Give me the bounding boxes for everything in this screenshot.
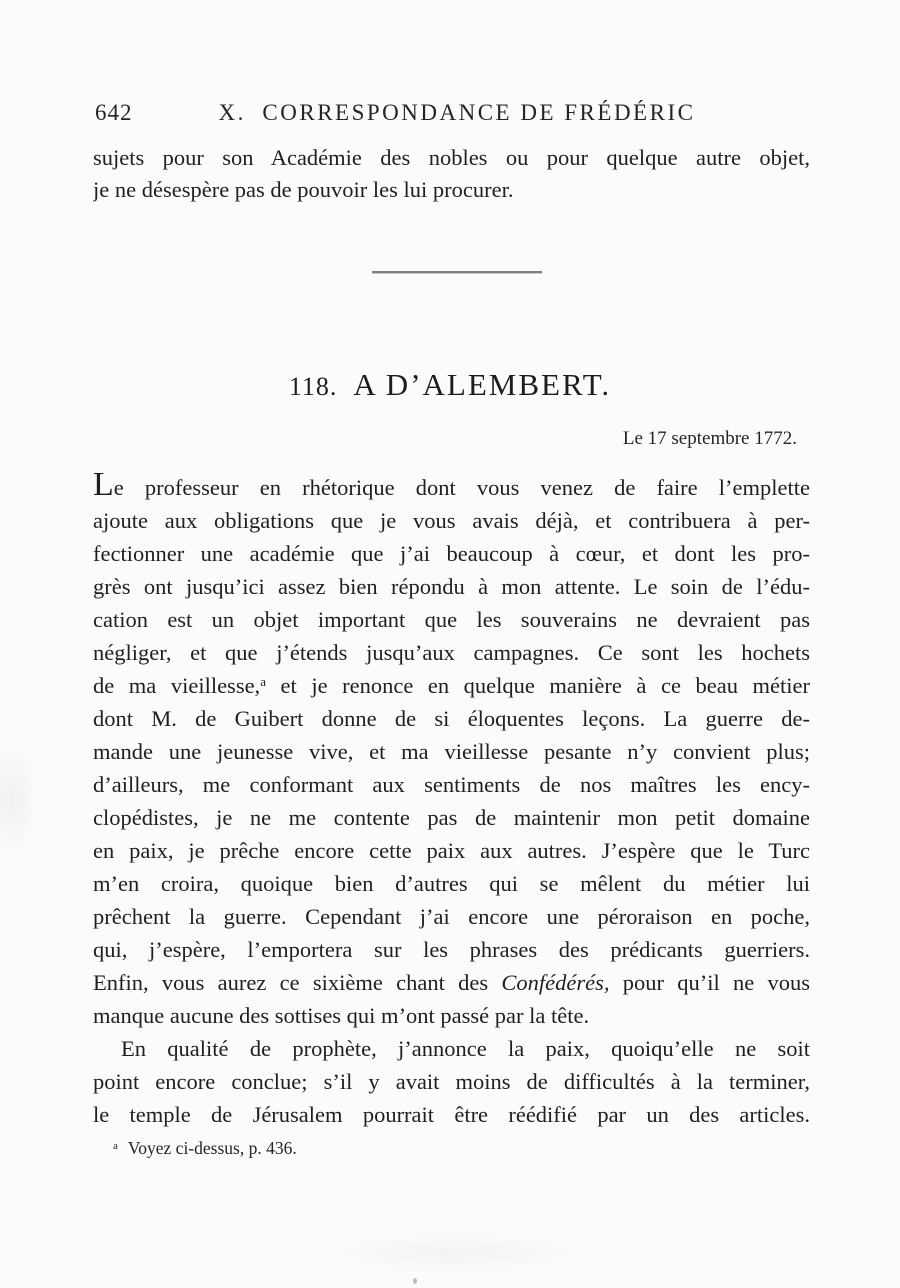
text-line: mande une jeunesse vive, et ma vieillesse pesante n’y convient plus; xyxy=(93,739,810,764)
drop-initial: L xyxy=(93,471,114,503)
text-line: en paix, je prêche encore cette paix aux autres. J’espère que le Turc xyxy=(93,838,810,863)
text-line xyxy=(93,471,810,504)
text-line: prêchent la guerre. Cependant j’ai encore une péroraison en poche, xyxy=(93,904,810,929)
running-head xyxy=(0,100,900,128)
text-fragment: et je renonce en quelque manière à ce beau métier xyxy=(265,673,810,698)
text-line: manque aucune des sottises qui m’ont passé par la tête. xyxy=(93,1003,590,1028)
footnote-reference: a xyxy=(260,674,266,689)
page-number: 642 xyxy=(95,100,133,125)
text-line: négliger, et que j’étends jusqu’aux campagnes. Ce sont les hochets xyxy=(93,640,810,665)
letter-number: 118. xyxy=(288,372,338,401)
text-fragment: e professeur en rhétorique dont vous venez de faire l’emplette xyxy=(113,475,810,500)
footnote xyxy=(93,1138,810,1159)
text-fragment: Enfin, vous aurez ce sixième chant des xyxy=(93,970,502,995)
text-line: fectionner une académie que j’ai beaucoup à cœur, et dont les pro- xyxy=(93,541,810,566)
running-header-title: X. CORRESPONDANCE DE FRÉDÉRIC xyxy=(218,100,696,125)
text-line: dont M. de Guibert donne de si éloquentes leçons. La guerre de- xyxy=(93,706,810,731)
text-line: cation est un objet important que les souverains ne devraient pas xyxy=(93,607,810,632)
scan-smudge xyxy=(330,1232,580,1274)
footnote-text: Voyez ci-dessus, p. 436. xyxy=(127,1138,297,1158)
text-line: je ne désespère pas de pouvoir les lui procurer. xyxy=(93,177,514,202)
text-line: En qualité de prophète, j’annonce la paix, quoiqu’elle ne soit xyxy=(121,1036,810,1061)
text-line xyxy=(93,966,810,999)
text-line: grès ont jusqu’ici assez bien répondu à mon attente. Le soin de l’édu- xyxy=(93,574,810,599)
text-line: d’ailleurs, me conformant aux sentiments de nos maîtres les ency- xyxy=(93,772,810,797)
text-line: clopédistes, je ne me contente pas de maintenir mon petit domaine xyxy=(93,805,810,830)
text-line: le temple de Jérusalem pourrait être réédifié par un des articles. xyxy=(93,1102,810,1127)
text-line xyxy=(93,669,810,702)
text-line: m’en croira, quoique bien d’autres qui se mêlent du métier lui xyxy=(93,871,810,896)
italic-title-fragment: Confédérés, xyxy=(501,970,610,995)
text-line: sujets pour son Académie des nobles ou pour quelque autre objet, xyxy=(93,145,810,170)
text-line: ajoute aux obligations que je vous avais déjà, et contribuera à per- xyxy=(93,508,810,533)
footnote-marker: a xyxy=(113,1140,118,1152)
dateline: Le 17 septembre 1772. xyxy=(622,428,797,449)
carryover-paragraph xyxy=(93,142,810,206)
scan-smudge xyxy=(0,745,38,855)
section-divider-rule xyxy=(372,271,542,274)
text-fragment: de ma vieillesse, xyxy=(93,673,261,698)
letter-body xyxy=(93,471,810,1131)
text-line: qui, j’espère, l’emportera sur les phrases des prédicants guerriers. xyxy=(93,937,810,962)
letter-title: A D’ALEMBERT. xyxy=(353,367,612,402)
scan-speck xyxy=(413,1278,417,1284)
text-fragment: pour qu’il ne vous xyxy=(609,970,810,995)
text-line: point encore conclue; s’il y avait moins de difficultés à la terminer, xyxy=(93,1069,810,1094)
letter-heading xyxy=(0,367,900,403)
